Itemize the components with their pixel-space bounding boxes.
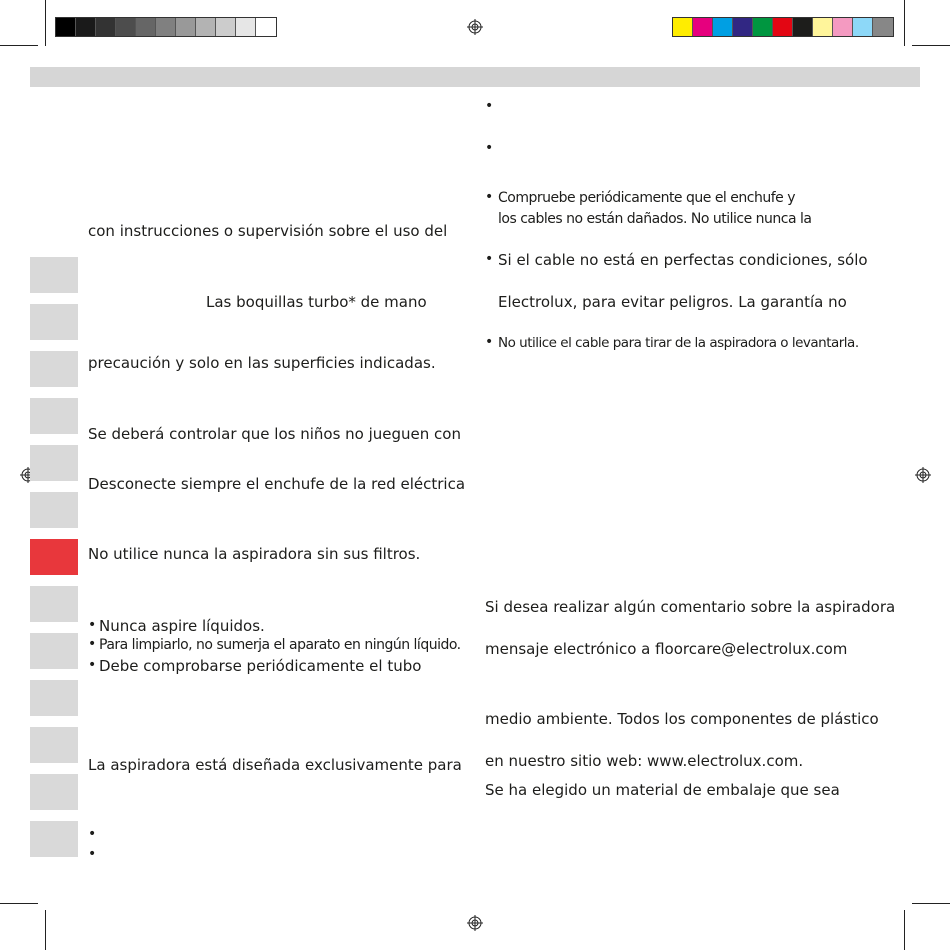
- color-swatch: [236, 18, 256, 36]
- color-swatch: [56, 18, 76, 36]
- color-swatch: [216, 18, 236, 36]
- color-swatch: [96, 18, 116, 36]
- registration-mark-icon: [915, 467, 931, 483]
- language-tab: [30, 633, 78, 669]
- color-swatch: [256, 18, 276, 36]
- bullet-icon: •: [485, 334, 494, 350]
- bullet-text: Para limpiarlo, no sumerja el aparato en ningún líquido.: [99, 637, 461, 653]
- body-text: medio ambiente. Todos los componentes de plástico: [485, 710, 879, 728]
- color-swatch: [176, 18, 196, 36]
- bullet-icon: •: [88, 617, 97, 633]
- language-tab: [30, 445, 78, 481]
- body-text: mensaje electrónico a floorcare@electrolux.com: [485, 640, 848, 658]
- language-tab: [30, 680, 78, 716]
- color-swatch: [753, 18, 773, 36]
- registration-mark-icon: [467, 19, 483, 35]
- color-swatch: [196, 18, 216, 36]
- crop-mark: [912, 903, 950, 904]
- body-text: Se deberá controlar que los niños no jueguen con: [88, 425, 461, 443]
- crop-mark: [45, 910, 46, 950]
- color-swatch: [673, 18, 693, 36]
- bullet-icon: •: [485, 251, 494, 267]
- color-swatch: [833, 18, 853, 36]
- bullet-icon: •: [88, 657, 97, 673]
- bullet-icon: •: [88, 826, 97, 842]
- bullet-text: Compruebe periódicamente que el enchufe y: [498, 190, 795, 206]
- color-swatch: [793, 18, 813, 36]
- crop-mark: [904, 0, 905, 46]
- language-tab: [30, 586, 78, 622]
- color-swatch: [136, 18, 156, 36]
- body-text: No utilice nunca la aspiradora sin sus filtros.: [88, 545, 421, 563]
- language-tab: [30, 774, 78, 810]
- color-swatch: [733, 18, 753, 36]
- crop-mark: [0, 903, 38, 904]
- bullet-text: los cables no están dañados. No utilice nunca la: [498, 211, 812, 227]
- crop-mark: [904, 910, 905, 950]
- color-swatch: [853, 18, 873, 36]
- color-swatch: [156, 18, 176, 36]
- crop-mark: [45, 0, 46, 46]
- color-swatch: [813, 18, 833, 36]
- bullet-icon: •: [485, 189, 494, 205]
- body-text: Las boquillas turbo* de mano: [206, 293, 427, 311]
- color-swatch: [693, 18, 713, 36]
- language-tab: [30, 304, 78, 340]
- language-tab: [30, 257, 78, 293]
- body-text: con instrucciones o supervisión sobre el uso del: [88, 222, 448, 240]
- body-text: Si desea realizar algún comentario sobre la aspiradora: [485, 598, 896, 616]
- body-text: Desconecte siempre el enchufe de la red eléctrica: [88, 475, 466, 493]
- bullet-text: Nunca aspire líquidos.: [99, 617, 265, 635]
- crop-mark: [912, 45, 950, 46]
- color-swatch: [116, 18, 136, 36]
- language-tab: [30, 492, 78, 528]
- language-tab: [30, 351, 78, 387]
- bullet-text: No utilice el cable para tirar de la aspiradora o levantarla.: [498, 335, 859, 351]
- bullet-icon: •: [88, 636, 97, 652]
- body-text: La aspiradora está diseñada exclusivamente para: [88, 756, 462, 774]
- language-tab-active: [30, 539, 78, 575]
- color-swatch: [873, 18, 893, 36]
- header-band: [30, 67, 920, 87]
- color-swatch: [773, 18, 793, 36]
- registration-mark-icon: [467, 915, 483, 931]
- bullet-text: Electrolux, para evitar peligros. La garantía no: [498, 293, 847, 311]
- body-text: precaución y solo en las superficies indicadas.: [88, 354, 436, 372]
- bullet-icon: •: [88, 846, 97, 862]
- bullet-icon: •: [485, 98, 494, 114]
- body-text: en nuestro sitio web: www.electrolux.com.: [485, 752, 804, 770]
- body-text: Se ha elegido un material de embalaje que sea: [485, 781, 840, 799]
- bullet-text: Si el cable no está en perfectas condiciones, sólo: [498, 251, 868, 269]
- color-swatch: [76, 18, 96, 36]
- bullet-text: Debe comprobarse periódicamente el tubo: [99, 657, 422, 675]
- process-color-bar: [672, 17, 894, 37]
- language-tab: [30, 727, 78, 763]
- color-swatch: [713, 18, 733, 36]
- language-tab: [30, 398, 78, 434]
- language-tab: [30, 821, 78, 857]
- grayscale-color-bar: [55, 17, 277, 37]
- crop-mark: [0, 45, 38, 46]
- bullet-icon: •: [485, 140, 494, 156]
